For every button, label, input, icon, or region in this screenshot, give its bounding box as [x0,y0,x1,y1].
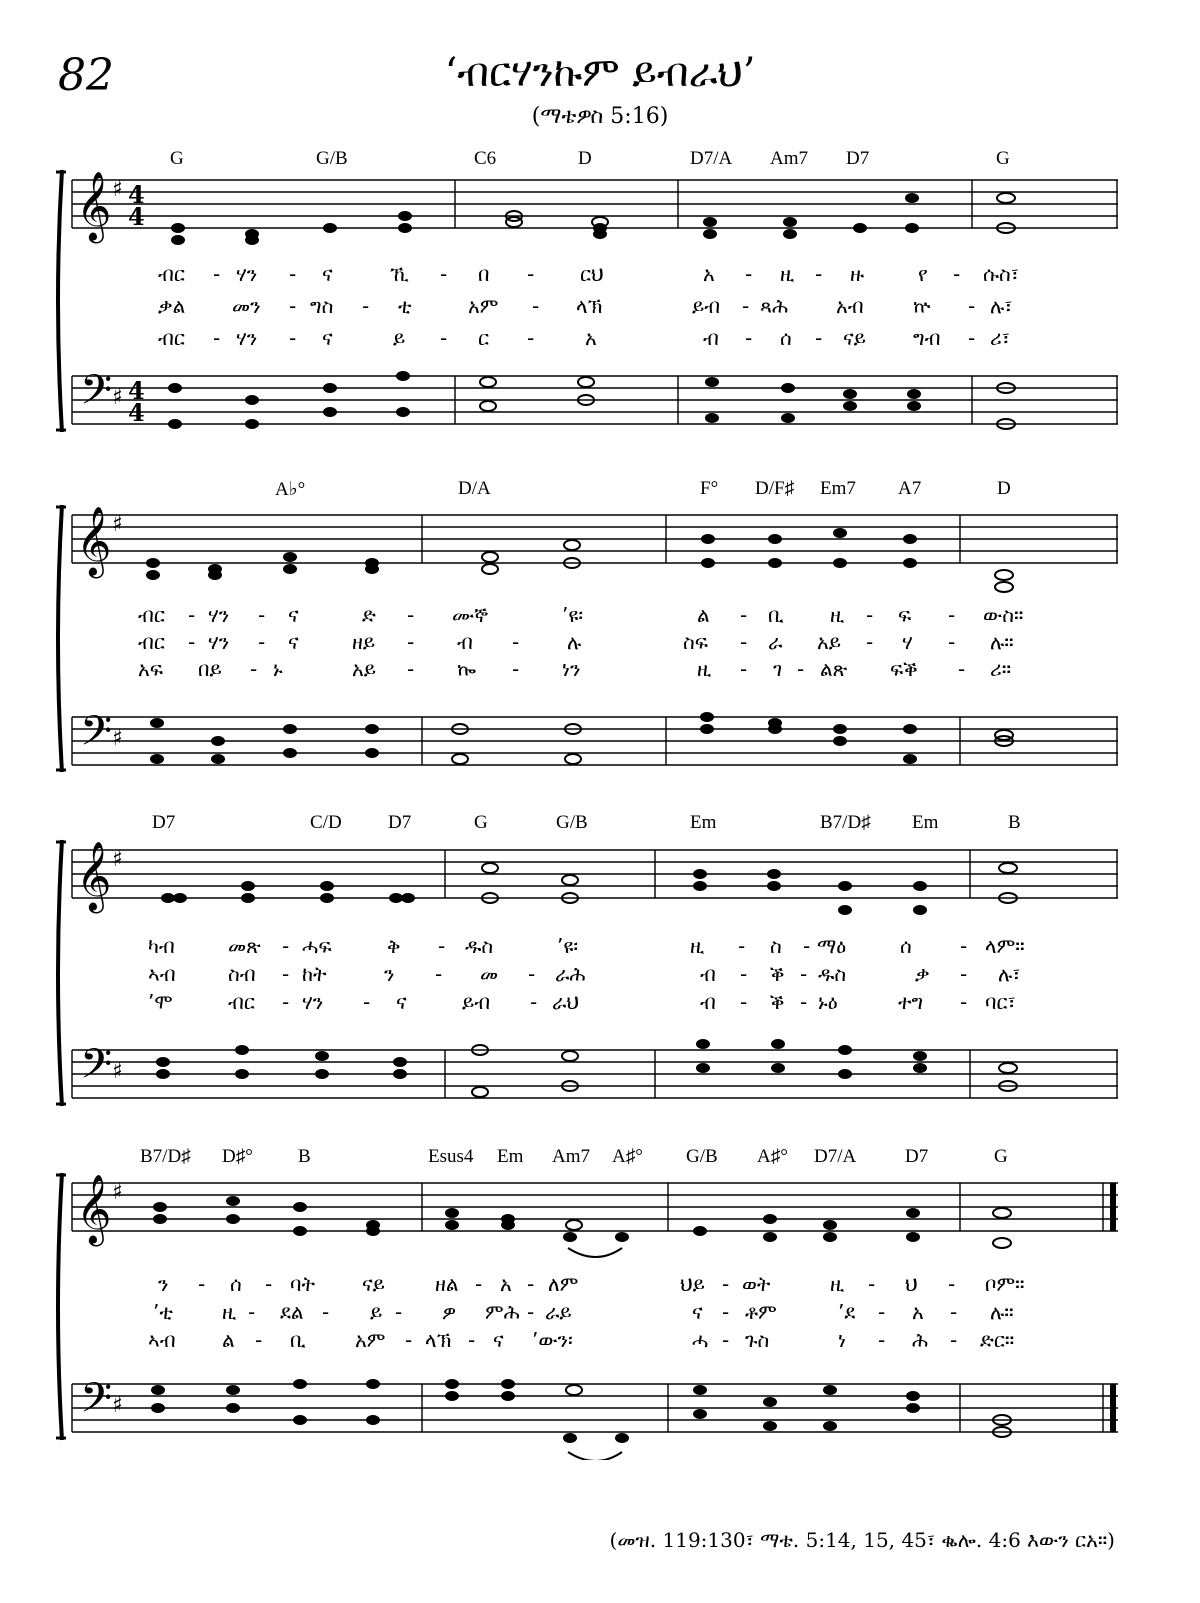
lyric-syllable: - [968,326,976,350]
lyric-syllable: - [527,1300,535,1324]
lyric-syllable: ነን [562,657,581,681]
lyric-syllable: ኣብ [148,1328,176,1352]
lyric-syllable: - [282,934,290,958]
lyric-syllable: ኣብ [148,962,176,986]
lyric-syllable: - [282,962,290,986]
lyric-syllable: ል [697,603,710,627]
svg-text:𝄞: 𝄞 [76,506,112,576]
svg-text:4: 4 [128,376,145,405]
lyric-syllable: ሙኞ [452,603,489,627]
lyric-syllable: መን [232,294,261,318]
lyric-syllable: - [188,630,196,654]
lyric-syllable: - [258,630,266,654]
hymn-title: ‘ብርሃንኩም ይብራህ’ [444,50,756,96]
lyric-syllable: - [948,1272,956,1296]
lyric-syllable: ሃን [302,990,324,1014]
lyric-syllable: - [740,990,748,1014]
chord-symbol: Em [690,812,717,833]
lyric-syllable: - [248,1300,256,1324]
lyric-syllable: በ [478,262,490,286]
lyric-syllable: ሉ፣ [990,294,1013,318]
svg-text:4: 4 [128,398,145,427]
lyric-syllable: - [742,294,750,318]
lyric-syllable: ሃን [236,326,258,350]
lyric-syllable: - [815,326,823,350]
lyric-syllable: - [527,262,535,286]
svg-text:♯: ♯ [112,512,123,537]
chord-symbol: D7 [388,812,412,833]
lyric-syllable: ብ [457,630,473,654]
lyric-syllable: ዘይ [352,630,376,654]
lyric-syllable: የ [918,262,928,286]
lyric-syllable: - [213,262,221,286]
lyric-syllable: መጽ [228,934,261,958]
lyric-syllable: አም [355,1328,386,1352]
svg-text:♯: ♯ [112,726,123,751]
lyric-syllable: - [440,262,448,286]
lyric-syllable: ር [478,326,490,350]
lyric-syllable: - [740,657,748,681]
lyric-syllable: - [255,1328,263,1352]
lyric-syllable: ቃል [158,294,186,318]
lyric-verse-1 [0,1272,1200,1302]
chord-symbol: A7 [898,478,922,499]
lyric-syllable: ተግ [898,990,924,1014]
lyric-syllable: ገ [773,657,783,681]
lyric-syllable: አብ [836,294,864,318]
lyric-syllable: ጉስ [745,1328,770,1352]
lyric-syllable: ና [288,630,299,654]
svg-text:𝄞: 𝄞 [76,171,112,241]
lyric-syllable: ዙ [850,262,865,286]
lyric-syllable: ሕ [912,1328,929,1352]
svg-text:𝄞: 𝄞 [76,1174,112,1244]
lyric-syllable: በይ [198,657,222,681]
svg-text:♯: ♯ [112,177,123,202]
lyric-syllable: - [468,1328,476,1352]
lyric-syllable: ዚ [222,1300,237,1324]
lyric-syllable: ሱስ፣ [983,262,1019,286]
lyric-syllable: - [363,990,371,1014]
lyric-syllable: ዱስ [465,934,494,958]
lyric-syllable: ና [288,603,299,627]
lyric-syllable: ራሕ [555,962,586,986]
chord-symbol: Em [497,1146,524,1167]
lyric-syllable: - [407,630,415,654]
lyric-syllable: ድ [362,603,376,627]
chord-symbol: A♭° [275,479,306,500]
lyric-syllable: ሓፍ [302,934,332,958]
lyric-syllable: ’ቲ [153,1300,173,1324]
lyric-syllable: ዚ [697,657,712,681]
lyric-syllable: - [528,962,536,986]
lyric-syllable: ዚ [690,934,705,958]
lyric-syllable: ቃ [915,962,930,986]
lyric-syllable: ዘል [435,1272,459,1296]
chord-symbol: G [996,148,1010,169]
lyric-syllable: - [878,1300,886,1324]
lyric-syllable: - [722,1300,730,1324]
chord-symbol: B7/D♯ [820,812,871,833]
chord-symbol: D7/A [690,148,733,169]
lyric-syllable: አይ [352,657,377,681]
chord-symbol: G [474,812,488,833]
lyric-syllable: ብር [138,603,165,627]
lyric-syllable: - [960,962,968,986]
lyric-syllable: - [407,657,415,681]
lyric-syllable: ባር፣ [985,990,1016,1014]
svg-text:♯: ♯ [112,1180,123,1205]
lyric-syllable: ሪ። [990,657,1012,681]
lyric-syllable: ውስ። [983,603,1024,627]
lyric-syllable: - [250,657,258,681]
lyric-syllable: - [289,294,297,318]
lyric-syllable: - [740,630,748,654]
lyric-syllable: - [435,962,443,986]
lyric-syllable: - [527,326,535,350]
chord-symbol: D [997,478,1011,499]
lyric-syllable: ቢ [768,603,784,627]
lyric-syllable: ላም። [985,934,1025,958]
lyric-syllable: ነ [838,1328,846,1352]
chord-symbol: A♯° [612,1146,643,1167]
lyric-syllable: ሃ [902,630,913,654]
lyric-syllable: ግብ [913,326,941,350]
lyric-syllable: ናይ [362,1272,385,1296]
lyric-syllable: ’ውን፡ [532,1328,573,1352]
lyric-verse-2 [0,1300,1200,1330]
lyric-syllable: - [866,603,874,627]
lyric-syllable: ፍቕ [890,657,918,681]
lyric-syllable: - [532,294,540,318]
lyric-syllable: ን [158,1272,169,1296]
lyric-syllable: ህይ [680,1272,705,1296]
lyric-syllable: ሉ [567,630,582,654]
lyric-syllable: - [440,326,448,350]
lyric-syllable: ደል [280,1300,304,1324]
lyric-syllable: - [800,990,808,1014]
chord-symbol: G [170,148,184,169]
lyric-syllable: ብር [138,630,165,654]
lyric-syllable: ጻሕ [760,294,789,318]
lyric-syllable: ኑ [273,657,283,681]
lyric-syllable: ሃን [208,603,230,627]
lyric-syllable: ና [493,1328,504,1352]
lyric-syllable: ፍ [898,603,912,627]
lyric-syllable: ዚ [780,262,795,286]
lyric-syllable: ላኽ [425,1328,452,1352]
lyric-syllable: - [960,990,968,1014]
lyric-syllable: - [362,294,370,318]
lyric-syllable: - [213,326,221,350]
lyric-syllable: - [405,1328,413,1352]
lyric-syllable: ህ [905,1272,918,1296]
lyric-syllable: አ [703,262,715,286]
lyric-syllable: ራ [768,630,783,654]
lyric-syllable: ና [396,990,407,1014]
lyric-syllable: ካብ [148,934,175,958]
lyric-syllable: ወት [742,1272,771,1296]
chord-symbol: A♯° [757,1146,788,1167]
chord-symbol: D [578,148,592,169]
lyric-syllable: - [797,657,805,681]
lyric-syllable: ዎ [442,1300,457,1324]
lyric-syllable: ዚ [830,1272,845,1296]
lyric-syllable: ኑዕ [818,990,838,1014]
chord-symbol: B7/D♯ [140,1146,191,1167]
lyric-syllable: ’ደ [838,1300,856,1324]
lyric-syllable: ልጽ [820,657,848,681]
svg-text:𝄢: 𝄢 [80,707,113,765]
lyric-syllable: አ [585,326,597,350]
svg-text:4: 4 [128,180,145,209]
lyric-syllable: - [438,934,446,958]
svg-text:4: 4 [128,202,145,231]
lyric-syllable: ለም [548,1272,579,1296]
lyric-syllable: - [740,603,748,627]
lyric-syllable: ሃን [208,630,230,654]
lyric-syllable: ሉ። [990,1300,1014,1324]
svg-text:𝄞: 𝄞 [76,841,112,911]
lyric-syllable: ሪ፣ [990,326,1010,350]
lyric-syllable: ’ዩ፡ [557,934,579,958]
chord-symbol: Am7 [552,1146,590,1167]
lyric-syllable: ን [384,962,395,986]
lyric-syllable: ቦም። [985,1272,1025,1296]
lyric-syllable: ብር [158,326,185,350]
lyric-syllable: ና [322,262,333,286]
svg-text:♯: ♯ [112,1059,123,1084]
lyric-syllable: ሰ [900,934,912,958]
svg-text:𝄢: 𝄢 [80,366,113,424]
lyric-syllable: - [740,962,748,986]
lyric-syllable: መ [480,962,499,986]
lyric-syllable: - [198,1272,206,1296]
lyric-syllable: - [738,934,746,958]
chord-symbol: Esus4 [428,1146,474,1167]
lyric-syllable: ግስ [310,294,334,318]
lyric-syllable: ኺ [390,262,409,286]
lyric-syllable: ስብ [228,962,256,986]
lyric-syllable: - [953,262,961,286]
lyric-syllable: ላኽ [576,294,603,318]
lyric-syllable: ይ [393,326,406,350]
lyric-syllable: - [745,326,753,350]
lyric-syllable: - [188,603,196,627]
svg-text:♯: ♯ [112,847,123,872]
lyric-syllable: ሃን [236,262,258,286]
lyric-syllable: ርህ [580,262,604,286]
lyric-syllable: ና [692,1300,703,1324]
lyric-syllable: አም [468,294,499,318]
lyric-syllable: - [968,294,976,318]
lyric-verse-3 [0,1328,1200,1358]
lyric-syllable: - [950,1328,958,1352]
chord-symbol: D7 [152,812,176,833]
lyric-syllable: ናይ [843,326,866,350]
lyric-syllable: ብ [703,326,719,350]
lyric-syllable: ና [322,326,333,350]
lyric-syllable: - [950,1300,958,1324]
lyric-syllable: ይ [370,1300,383,1324]
lyric-syllable: - [395,1300,403,1324]
lyric-syllable: ስፍ [683,630,708,654]
lyric-syllable: - [512,657,520,681]
lyric-syllable: - [948,603,956,627]
lyric-syllable: ቕ [770,990,785,1014]
lyric-syllable: ራይ [545,1300,572,1324]
lyric-syllable: አይ [817,630,842,654]
chord-symbol: D7/A [814,1146,857,1167]
chord-symbol: D♯° [222,1146,253,1167]
lyric-syllable: - [745,262,753,286]
lyric-syllable: ሉ። [990,630,1014,654]
page-number: 82 [58,50,114,101]
lyric-syllable: ’ዩ፡ [562,603,584,627]
lyric-syllable: - [289,262,297,286]
lyric-syllable: ምሕ [485,1300,521,1324]
lyric-syllable: ቲ [398,294,412,318]
svg-text:♯: ♯ [112,385,123,410]
chord-symbol: B [1008,812,1021,833]
lyric-syllable: ቕ [770,962,785,986]
lyric-syllable: አፍ [138,657,163,681]
chord-symbol: D7 [846,148,870,169]
lyric-syllable: ል [222,1328,235,1352]
lyric-syllable: ስ [770,934,782,958]
chord-symbol: D7 [905,1146,929,1167]
lyric-syllable: ድር። [980,1328,1015,1352]
lyric-syllable: ብር [228,990,255,1014]
lyric-syllable: - [322,1300,330,1324]
lyric-syllable: - [289,326,297,350]
lyric-syllable: ባት [290,1272,315,1296]
scripture-reference: (ማቴዎስ 5:16) [531,104,669,129]
chord-symbol: G/B [556,812,588,833]
chord-symbol: Em7 [820,478,856,499]
chord-symbol: Am7 [770,148,808,169]
lyric-syllable: ቢ [290,1328,306,1352]
lyric-syllable: ቅ [387,934,401,958]
chord-symbol: G/B [686,1146,718,1167]
lyric-syllable: ’ሞ [148,990,173,1014]
lyric-syllable: - [258,603,266,627]
chord-symbol: Em [912,812,939,833]
lyric-syllable: - [866,630,874,654]
chord-symbol: G/B [316,148,348,169]
chord-symbol: F° [700,478,719,499]
lyric-syllable: - [960,934,968,958]
lyric-syllable: - [878,1328,886,1352]
lyric-syllable: ሰ [230,1272,242,1296]
lyric-syllable: ሰ [780,326,792,350]
lyric-syllable: ራህ [552,990,580,1014]
lyric-syllable: - [815,262,823,286]
lyric-syllable: - [800,962,808,986]
svg-text:𝄢: 𝄢 [80,1374,113,1432]
lyric-syllable: ይብ [462,990,491,1014]
chord-symbol: G [994,1146,1008,1167]
lyric-syllable: - [868,1272,876,1296]
lyric-syllable: ይብ [692,294,721,318]
lyric-syllable: - [530,990,538,1014]
lyric-syllable: ኰ [457,657,477,681]
chord-symbol: D/F♯ [755,478,795,499]
lyric-syllable: - [722,1328,730,1352]
lyric-syllable: - [282,990,290,1014]
lyric-syllable: ብ [700,962,716,986]
lyric-syllable: - [265,1272,273,1296]
chord-symbol: B [298,1146,311,1167]
lyric-syllable: ኵ [913,294,931,318]
lyric-syllable: ማዕ [817,934,847,958]
lyric-syllable: - [512,630,520,654]
lyric-syllable: ብር [158,262,185,286]
lyric-syllable: ሉ፣ [998,962,1021,986]
chord-symbol: C6 [474,148,497,169]
lyric-syllable: ብ [700,990,716,1014]
lyric-syllable: ዱስ [818,962,847,986]
chord-symbol: D/A [458,478,491,499]
svg-text:♯: ♯ [112,1393,123,1418]
lyric-syllable: - [948,630,956,654]
lyric-syllable: - [475,1272,483,1296]
lyric-syllable: - [803,934,811,958]
svg-text:𝄢: 𝄢 [80,1040,113,1098]
lyric-syllable: - [407,603,415,627]
lyric-syllable: - [958,657,966,681]
lyric-syllable: - [527,1272,535,1296]
lyric-syllable: አ [500,1272,512,1296]
lyric-syllable: ሓ [692,1328,709,1352]
lyric-syllable: ቶም [745,1300,777,1324]
chord-symbol: C/D [310,812,342,833]
lyric-syllable: ዚ [830,603,845,627]
scripture-footnote: (መዝ. 119:130፣ ማቴ. 5:14, 15, 45፣ ቈሎ. 4:6 እውን ርአ።) [609,1528,1115,1552]
lyric-syllable: ከት [302,962,327,986]
lyric-syllable: - [722,1272,730,1296]
lyric-syllable: አ [912,1300,924,1324]
